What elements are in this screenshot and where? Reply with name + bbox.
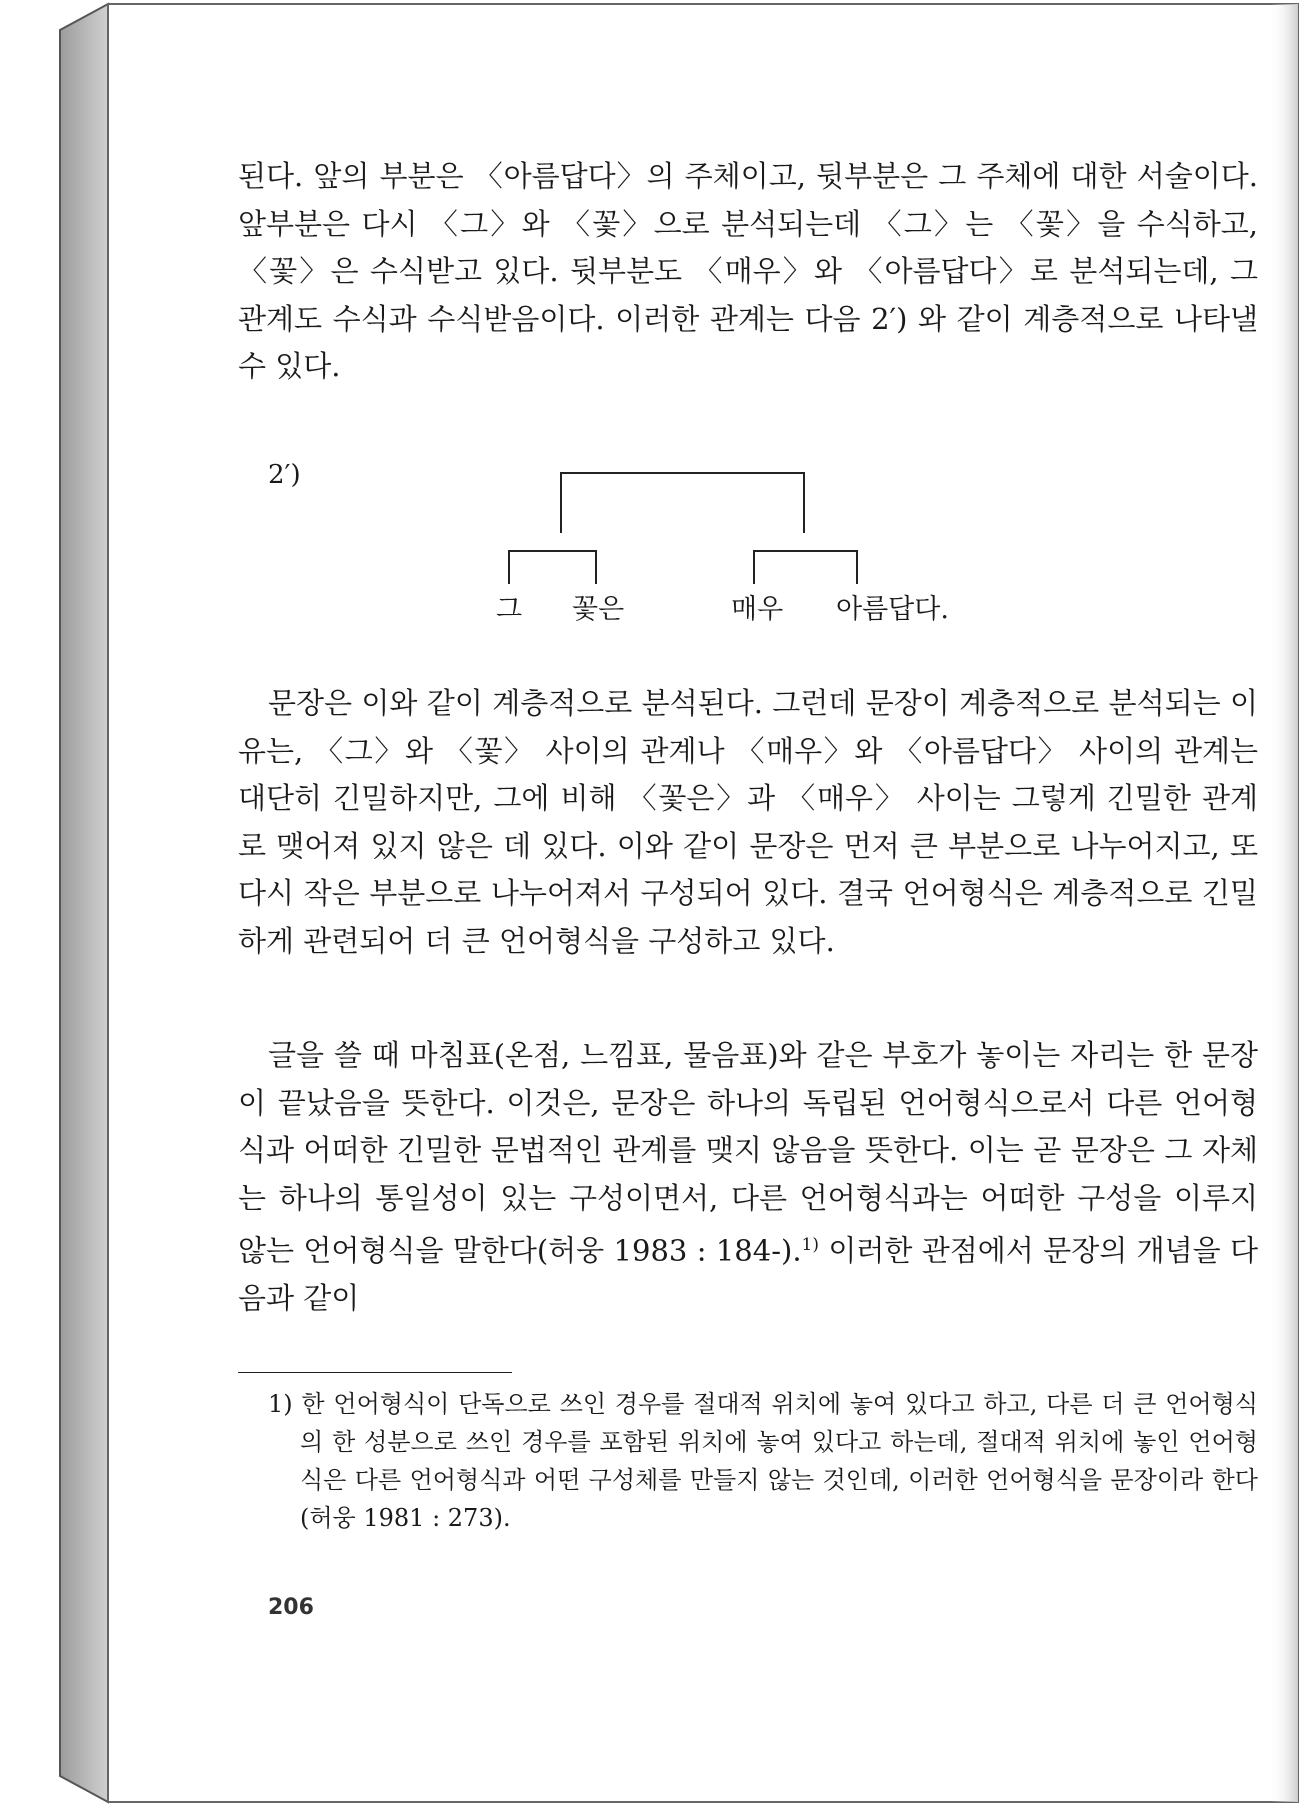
tree-word-1: 그 [496, 594, 523, 625]
paragraph-3 [238, 1032, 1258, 1323]
footnote-divider [238, 1372, 512, 1373]
footnote-reference: 1) [801, 1235, 819, 1255]
footnote: 1) 한 언어형식이 단독으로 쓰인 경우를 절대적 위치에 놓여 있다고 하고, 다른 더 큰 언어형식의 한 성분으로 쓰인 경우를 포함된 위치에 놓여 있다고 하는데, 절대적 위치에 놓인 언어형식은 다른 언어형식과 어떤 구성체를 만들지 않는 것인데, 이러한 언어형식을 문장이라 한다(허웅 1981 : 273). [268, 1390, 1258, 1532]
tree-left-bracket [509, 551, 596, 584]
paragraph-3-body: 글을 쓸 때 마침표(온점, 느낌표, 물음표)와 같은 부호가 놓이는 자리는 한 문장이 끝났음을 뜻한다. 이것은, 문장은 하나의 독립된 언어형식으로서 다른 언어형식과 어떠한 긴밀한 문법적인 관계를 맺지 않음을 뜻한다. 이는 곧 문장은 그 자체는 하나의 통일성이 있는 구성이면서, 다른 언어형식과는 어떠한 구성을 이루지 않는 언어형식을 말한다(허웅 1983 : 184-). [238, 1038, 1258, 1268]
tree-right-bracket [754, 551, 857, 584]
tree-word-2: 꽃은 [572, 594, 625, 625]
page-number: 206 [268, 1595, 314, 1620]
book-spine [60, 4, 108, 1802]
paragraph-3-tail: 이러한 관점에서 문장의 개념을 다음과 같이 [238, 1233, 1258, 1316]
paragraph-1: 된다. 앞의 부분은 〈아름답다〉의 주체이고, 뒷부분은 그 주체에 대한 서술이다. 앞부분은 다시 〈그〉와 〈꽃〉으로 분석되는데 〈그〉는 〈꽃〉을 수식하고, 〈꽃〉은 수식받고 있다. 뒷부분도 〈매우〉와 〈아름답다〉로 분석되는데, 그 관계도 수식과 수식받음이다. 이러한 관계는 다음 2′) 와 같이 계층적으로 나타낼 수 있다. [238, 159, 1258, 383]
constituency-tree [108, 4, 1298, 644]
tree-top-bracket [561, 473, 804, 533]
paragraph-2: 문장은 이와 같이 계층적으로 분석된다. 그런데 문장이 계층적으로 분석되는 이유는, 〈그〉와 〈꽃〉 사이의 관계나 〈매우〉와 〈아름답다〉 사이의 관계는 대단히 긴밀하지만, 그에 비해 〈꽃은〉과 〈매우〉 사이는 그렇게 긴밀한 관계로 맺어져 있지 않은 데 있다. 이와 같이 문장은 먼저 큰 부분으로 나누어지고, 또 다시 작은 부분으로 나누어져서 구성되어 있다. 결국 언어형식은 계층적으로 긴밀하게 관련되어 더 큰 언어형식을 구성하고 있다. [238, 686, 1258, 958]
tree-word-3: 매우 [731, 594, 784, 625]
page [108, 4, 1298, 1800]
tree-word-4: 아름답다. [836, 594, 949, 625]
example-label: 2′) [268, 460, 301, 490]
